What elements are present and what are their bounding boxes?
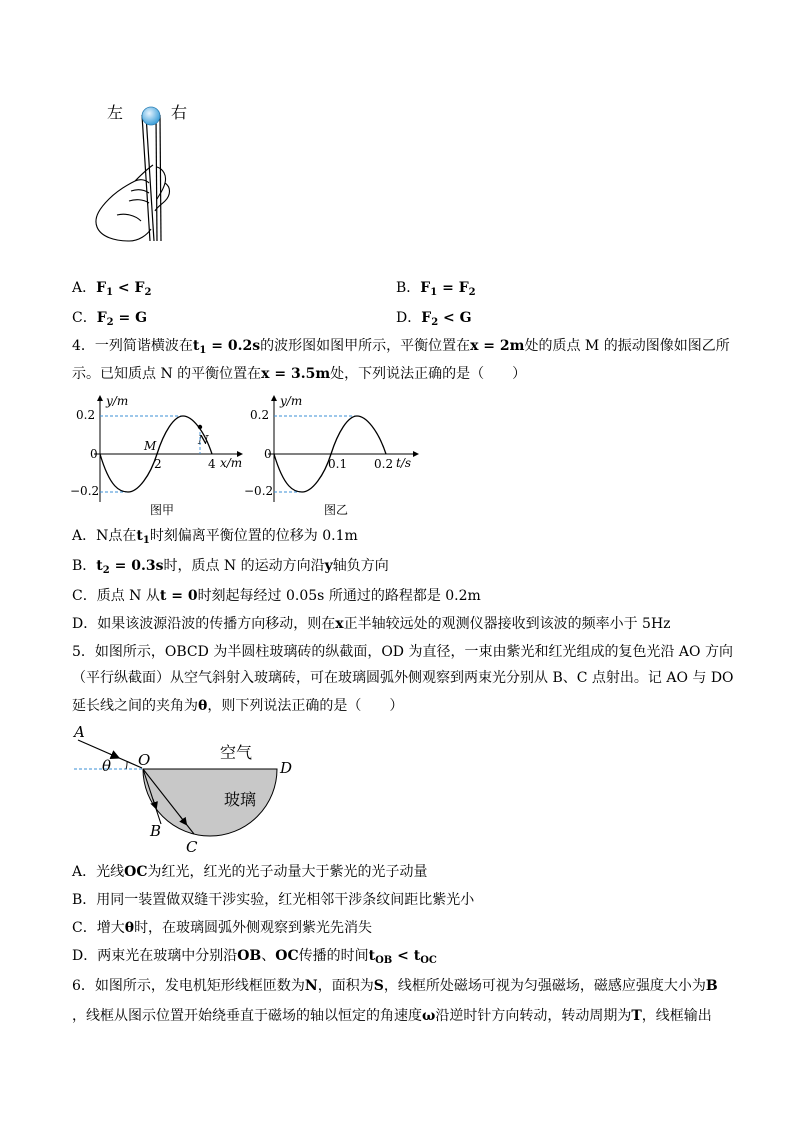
q3-option-d: D．$F_2 < G$	[396, 310, 472, 328]
q3-option-b: B．$F_1 = F_2$	[396, 280, 476, 298]
label-air: 空气	[220, 743, 253, 762]
chopsticks-figure	[95, 95, 205, 245]
vibration-graph-figure	[244, 392, 424, 520]
right-label: 右	[171, 103, 188, 122]
fig-b-tick-n02: −0.2	[244, 484, 274, 498]
label-o: O	[138, 751, 151, 769]
glass-semicircle-figure	[70, 722, 310, 856]
q4-option-a: A．N点在$t_1$时刻偏离平衡位置的位移为 0.1m	[72, 528, 358, 546]
q5-option-b: B．用同一装置做双缝干涉实验，红光相邻干涉条纹间距比紫光小	[72, 892, 475, 908]
fig-b-tick-t02: 0.2	[374, 457, 394, 471]
q6-stem-line2: ，线框从图示位置开始绕垂直于磁场的轴以恒定的角速度ω沿逆时针方向转动，转动周期为T，线框输出	[72, 1008, 712, 1024]
q4-option-d: D．如果该波源沿波的传播方向移动，则在x正半轴较远处的观测仪器接收到该波的频率小于 5Hz	[72, 616, 671, 632]
fig-a-tick-02: 0.2	[76, 408, 96, 422]
left-label: 左	[107, 103, 124, 122]
label-c: C	[186, 838, 198, 856]
glass-block	[143, 769, 277, 836]
label-theta: θ	[102, 757, 112, 775]
q4-stem-line2: 示。已知质点 N 的平衡位置在x = 3.5m处，下列说法正确的是（ ）	[72, 366, 527, 382]
fig-a-tick-x2: 2	[154, 457, 162, 471]
wave-graph-figure	[70, 392, 250, 520]
q6-stem-line1: 6．如图所示，发电机矩形线框匝数为N，面积为S，线框所处磁场可视为匀强磁场，磁感应强度大小为B	[72, 978, 718, 994]
fig-a-label-m: M	[144, 439, 157, 453]
q4-option-c: C．质点 N 从t = 0时刻起每经过 0.05s 所通过的路程都是 0.2m	[72, 588, 481, 604]
fig-a-caption: 图甲	[150, 503, 175, 517]
q5-stem-line1: 5．如图所示，OBCD 为半圆柱玻璃砖的纵截面，OD 为直径，一束由紫光和红光组成的复色光沿 AO 方向	[72, 644, 733, 660]
q4-stem-line1: 4．一列简谐横波在$t_1 = 0.2s$的波形图如图甲所示，平衡位置在x = 2m处的质点 M 的振动图像如图乙所	[72, 338, 730, 356]
q5-option-c: C．增大θ时，在玻璃圆弧外侧观察到紫光先消失	[72, 920, 373, 936]
fig-b-tick-0: 0	[264, 447, 272, 461]
label-b: B	[150, 822, 162, 840]
label-glass: 玻璃	[224, 790, 257, 809]
q5-stem-line2: （平行纵截面）从空气斜射入玻璃砖，可在玻璃圆弧外侧观察到两束光分别从 B、C 点射出。记 AO 与 DO	[72, 670, 734, 686]
q5-stem-line3: 延长线之间的夹角为θ，则下列说法正确的是（ ）	[72, 698, 404, 714]
q3-option-c: C．$F_2 = G$	[72, 310, 148, 328]
fig-b-caption: 图乙	[324, 503, 349, 517]
q4-option-b: B．$t_2 = 0.3s$时，质点 N 的运动方向沿y轴负方向	[72, 558, 389, 576]
fig-b-tick-t01: 0.1	[328, 457, 348, 471]
point-n-marker	[198, 425, 202, 429]
hand-icon	[96, 165, 170, 241]
q3-option-a: A．$F_1 < F_2$	[72, 280, 152, 298]
fig-b-xlabel: t/s	[396, 456, 412, 470]
ball-icon	[142, 107, 160, 125]
fig-b-tick-02: 0.2	[250, 408, 270, 422]
label-d: D	[280, 759, 293, 777]
fig-a-ylabel: y/m	[106, 394, 129, 408]
q5-option-a: A．光线OC为红光，红光的光子动量大于紫光的光子动量	[72, 864, 428, 880]
fig-a-tick-x4: 4	[208, 457, 216, 471]
fig-a-xlabel: x/m	[220, 456, 243, 470]
fig-a-tick-n02: −0.2	[70, 484, 100, 498]
q5-option-d: D．两束光在玻璃中分别沿OB、OC传播的时间$t_{OB} < t_{OC}$	[72, 948, 437, 966]
fig-b-ylabel: y/m	[280, 394, 303, 408]
fig-a-label-n: N	[198, 433, 209, 447]
label-a: A	[74, 723, 85, 741]
fig-a-tick-0: 0	[90, 447, 98, 461]
